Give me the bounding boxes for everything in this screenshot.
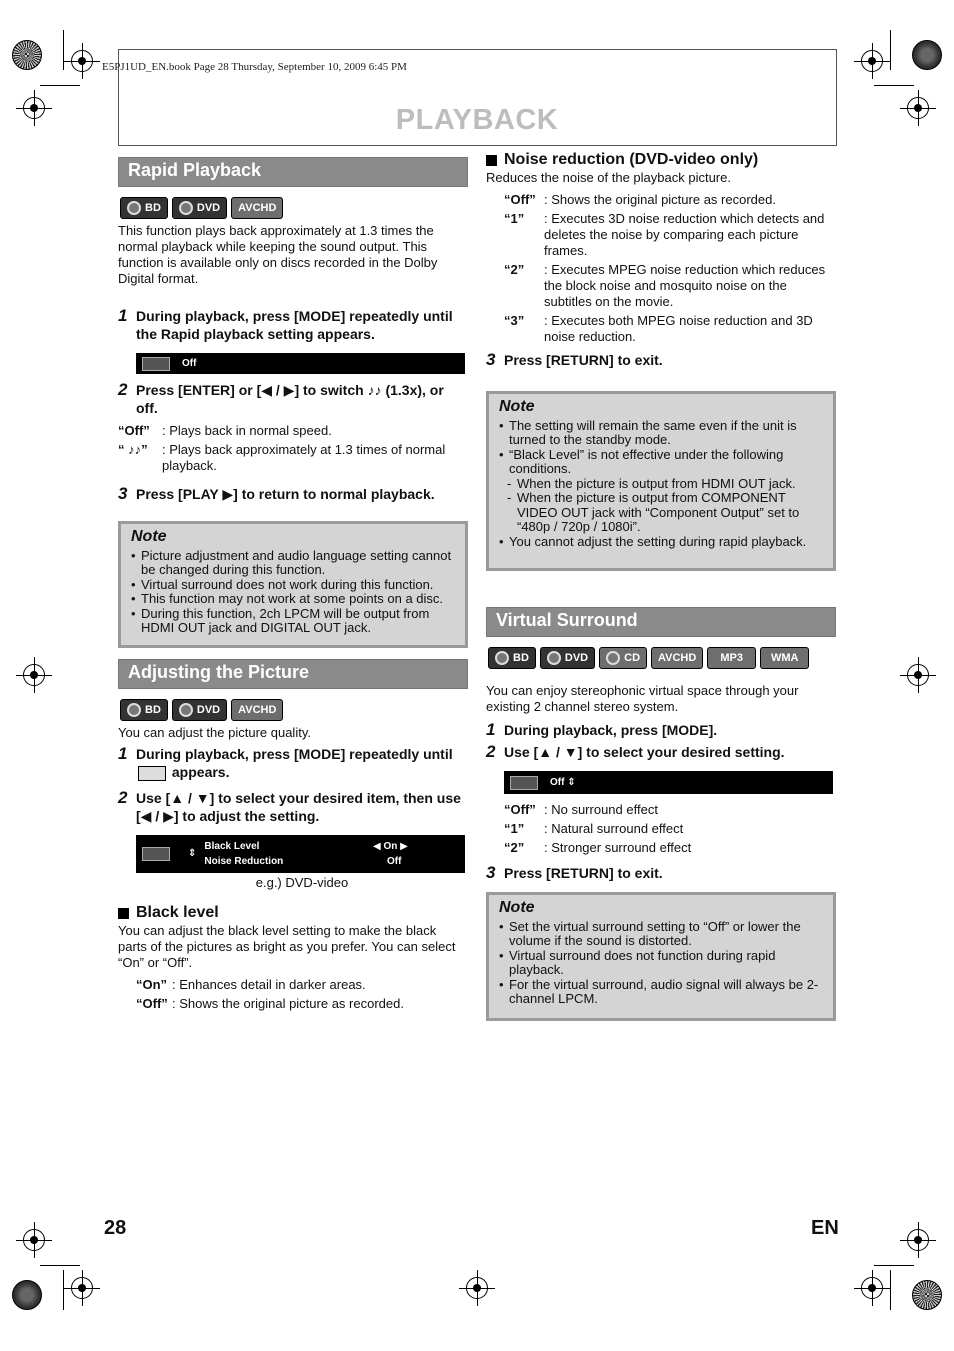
surround-step-1: 1 During playback, press [MODE]. [486, 720, 718, 739]
surround-option: “2” : Stronger surround effect [504, 840, 692, 855]
bd-video-icon: BD [120, 197, 168, 219]
black-level-option-off: “Off” : Shows the original picture as recorded. [136, 996, 404, 1011]
note-item: • “Black Level” is not effective under the following conditions. [499, 448, 825, 477]
section-rapid-playback-title: Rapid Playback [118, 157, 468, 187]
crosshair-bottom-right-icon [861, 1277, 883, 1299]
section-adjusting-picture-title: Adjusting the Picture [118, 659, 468, 689]
rapid-step-2: 2 Press [ENTER] or [◀ / ▶] to switch ♪♪ (1.3x), or off. [118, 380, 444, 416]
mp3-icon: MP3 [707, 647, 756, 669]
bd-video-icon: BD [488, 647, 536, 669]
note-sub-item: - When the picture is output from COMPONENT VIDEO OUT jack with “Component Output” set to “480p / 720p / 1080i”. [499, 491, 825, 535]
surround-step-3: 3 Press [RETURN] to exit. [486, 863, 663, 882]
note-item: • Virtual surround does not function during rapid playback. [499, 949, 825, 978]
rapid-step-1: 1 During playback, press [MODE] repeatedly until the Rapid playback setting appears. [118, 306, 453, 342]
note-sub-item: - When the picture is output from HDMI OUT jack. [499, 477, 825, 492]
note-item: • Virtual surround does not work during this function. [131, 578, 457, 593]
picture-step-1: 1 During playback, press [MODE] repeatedly until appears. [118, 744, 453, 780]
virtual-surround-icon [510, 776, 538, 790]
picture-osd-panel: ⇕ Black Level Noise Reduction ◀ On ▶ Off [136, 835, 465, 873]
surround-note-box [486, 892, 836, 1021]
noise-step-3: 3 Press [RETURN] to exit. [486, 350, 663, 369]
note-title: Note [131, 528, 167, 545]
avchd-icon: AVCHD [651, 647, 703, 669]
cd-icon: CD [599, 647, 647, 669]
noise-option: “1” : Executes 3D noise reduction which detects and deletes the noise by comparing each picture frames. [504, 211, 825, 258]
crosshair-left-middle-icon [23, 664, 45, 686]
page-number: 28 [104, 1217, 127, 1239]
crosshair-left-lower-icon [23, 1229, 45, 1251]
black-level-heading: Black level [118, 903, 468, 923]
note-item: • During this function, 2ch LPCM will be output from HDMI OUT jack and DIGITAL OUT jack. [131, 607, 457, 636]
dvd-video-icon: DVD [540, 647, 595, 669]
note-item: • Picture adjustment and audio language setting cannot be changed during this function. [131, 549, 457, 578]
note-item: • The setting will remain the same even if the unit is turned to the standby mode. [499, 419, 825, 448]
right-column [486, 150, 836, 1021]
square-bullet-icon [486, 155, 497, 166]
black-level-text: You can adjust the black level setting to make the black parts of the pictures as bright as you prefer. You can select “On” or “Off”. [118, 923, 456, 970]
disc-icons-rapid [120, 197, 468, 219]
note-item: • You cannot adjust the setting during rapid playback. [499, 535, 825, 550]
crosshair-right-lower-icon [907, 1229, 929, 1251]
note-title: Note [499, 899, 535, 916]
crosshair-top-right-icon [861, 50, 883, 72]
avchd-icon: AVCHD [231, 197, 283, 219]
note-item: • This function may not work at some points on a disc. [131, 592, 457, 607]
section-virtual-surround-title: Virtual Surround [486, 607, 836, 637]
note-title: Note [499, 398, 535, 415]
picture-step-2: 2 Use [▲ / ▼] to select your desired item, then use [◀ / ▶] to adjust the setting. [118, 788, 461, 824]
noise-note-box [486, 391, 836, 571]
noise-reduction-heading: Noise reduction (DVD-video only) [486, 150, 836, 170]
noise-option: “Off” : Shows the original picture as recorded. [504, 192, 776, 207]
note-item: • For the virtual surround, audio signal will always be 2-channel LPCM. [499, 978, 825, 1007]
dvd-video-icon: DVD [172, 197, 227, 219]
black-level-option-on: “On” : Enhances detail in darker areas. [136, 977, 366, 992]
rapid-step-3: 3 Press [PLAY ▶] to return to normal playback. [118, 484, 435, 503]
rapid-osd-bar: Off [136, 353, 465, 374]
disc-icons-surround [488, 647, 836, 669]
rapid-intro: This function plays back approximately at 1.3 times the normal playback while keeping the sound output. This function is available only on discs recorded in the Dolby Digital format. [118, 223, 438, 286]
crosshair-bottom-center-icon [466, 1277, 488, 1299]
up-down-arrows-icon: ⇕ [188, 848, 197, 859]
surround-option: “Off” : No surround effect [504, 802, 658, 817]
language-label: EN [811, 1217, 839, 1239]
surround-osd-bar: Off ⇕ [504, 771, 833, 794]
picture-intro: You can adjust the picture quality. [118, 725, 311, 740]
rapid-note-box [118, 521, 468, 648]
crosshair-right-middle-icon [907, 664, 929, 686]
crosshair-top-left-icon [71, 50, 93, 72]
rapid-option-on: “ ♪♪” : Plays back approximately at 1.3 times of normal playback. [118, 442, 446, 473]
surround-option: “1” : Natural surround effect [504, 821, 684, 836]
registration-disc-bottom-right-icon [912, 1280, 942, 1310]
book-info: E5PJ1UD_EN.book Page 28 Thursday, September 10, 2009 6:45 PM [102, 61, 407, 73]
registration-disc-top-right-icon [912, 40, 942, 70]
crosshair-bottom-left-icon [71, 1277, 93, 1299]
disc-icons-picture [120, 699, 468, 721]
noise-intro: Reduces the noise of the playback picture. [486, 170, 731, 185]
noise-option: “2” : Executes MPEG noise reduction which reduces the block noise and mosquito noise on the subtitles on the movie. [504, 262, 826, 309]
surround-step-2: 2 Use [▲ / ▼] to select your desired setting. [486, 742, 785, 761]
rapid-playback-icon [142, 357, 170, 371]
rapid-option-off: “Off” : Plays back in normal speed. [118, 423, 332, 438]
page-title: PLAYBACK [395, 104, 559, 136]
avchd-icon: AVCHD [231, 699, 283, 721]
surround-intro: You can enjoy stereophonic virtual space through your existing 2 channel stereo system. [486, 683, 799, 714]
wma-icon: WMA [760, 647, 810, 669]
registration-disc-top-left-icon [12, 40, 42, 70]
noise-option: “3” : Executes both MPEG noise reduction and 3D noise reduction. [504, 313, 813, 344]
dvd-video-icon: DVD [172, 699, 227, 721]
note-item: • Set the virtual surround setting to “Off” or lower the volume if the sound is distorted. [499, 920, 825, 949]
picture-adjust-icon [138, 766, 166, 781]
picture-adjust-icon [142, 847, 170, 861]
square-bullet-icon [118, 908, 129, 919]
left-column [118, 157, 468, 1012]
bd-video-icon: BD [120, 699, 168, 721]
registration-disc-bottom-left-icon [12, 1280, 42, 1310]
picture-osd-caption: e.g.) DVD-video [255, 875, 349, 890]
